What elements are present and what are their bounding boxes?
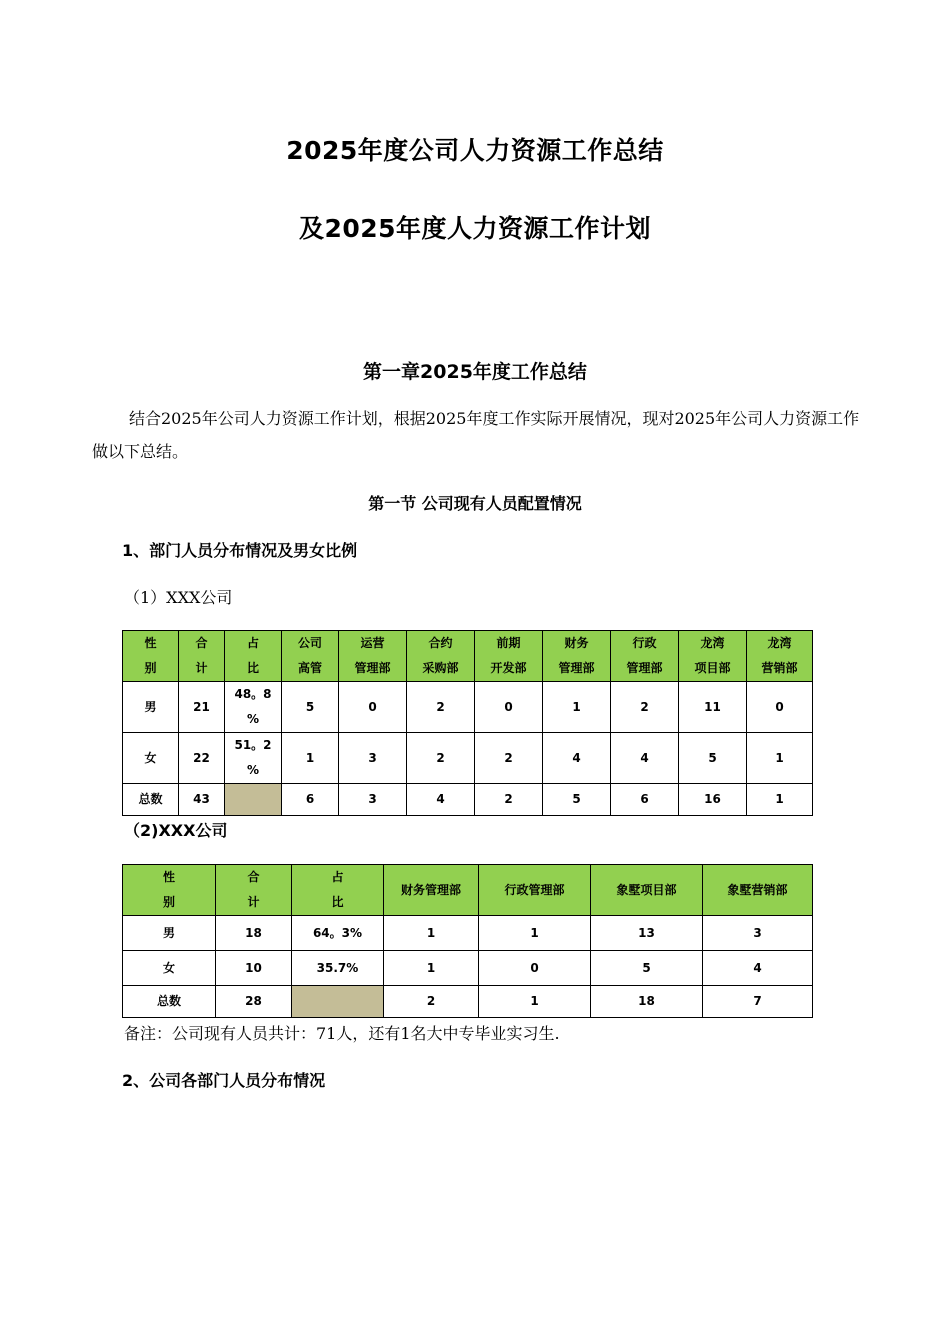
table-row [123,916,813,951]
subheading-company-2: （2)XXX公司 [124,821,228,840]
table-cell: 男 [123,916,216,951]
table-cell: 3 [703,916,813,951]
table-cell: 0 [475,682,543,733]
column-header: 性 别 [123,631,179,682]
table-row [123,682,813,733]
table-cell: 0 [339,682,407,733]
table-cell: 1 [479,916,591,951]
table-cell: 5 [679,733,747,784]
table-cell: 1 [543,682,611,733]
column-header: 龙湾 项目部 [679,631,747,682]
column-header: 行政 管理部 [611,631,679,682]
column-header: 占 比 [225,631,282,682]
table-cell: 64。3% [292,916,384,951]
table-cell: 0 [479,951,591,986]
table-cell: 男 [123,682,179,733]
table-cell: 6 [611,784,679,816]
table-cell: 1 [747,733,813,784]
column-header: 象墅营销部 [703,865,813,916]
table-cell: 2 [475,733,543,784]
table-cell: 5 [543,784,611,816]
table-cell: 4 [611,733,679,784]
table-cell: 3 [339,733,407,784]
table-cell: 18 [591,986,703,1018]
table-cell: 3 [339,784,407,816]
table-row [123,951,813,986]
company-2-staff-table [122,864,813,1018]
table-cell: 总数 [123,784,179,816]
table-row [123,986,813,1018]
table-cell: 18 [216,916,292,951]
table-header-row [123,631,813,682]
table-header-row [123,865,813,916]
company-1-staff-table [122,630,813,816]
table-row [123,733,813,784]
column-header: 占 比 [292,865,384,916]
section-title: 第一节 公司现有人员配置情况 [368,494,582,513]
table-cell: 1 [747,784,813,816]
column-header: 性 别 [123,865,216,916]
table-cell: 5 [591,951,703,986]
column-header: 象墅项目部 [591,865,703,916]
table-cell: 女 [123,733,179,784]
subheading-company-1: （1）XXX公司 [124,588,233,607]
table-cell: 2 [475,784,543,816]
staff-note: 备注：公司现有人员共计：71人，还有1名大中专毕业实习生. [124,1024,560,1043]
table-cell: 4 [407,784,475,816]
table-cell: 7 [703,986,813,1018]
heading-department-distribution: 1、部门人员分布情况及男女比例 [122,541,358,560]
table-cell: 女 [123,951,216,986]
column-header: 公司 高管 [282,631,339,682]
table-cell: 16 [679,784,747,816]
empty-shaded-cell [225,784,282,816]
column-header: 财务 管理部 [543,631,611,682]
table-cell: 13 [591,916,703,951]
column-header: 财务管理部 [384,865,479,916]
table-cell: 4 [543,733,611,784]
table-cell: 43 [179,784,225,816]
table-cell: 1 [282,733,339,784]
table-cell: 21 [179,682,225,733]
document-title-line-2: 及2025年度人力资源工作计划 [298,214,652,243]
column-header: 运营 管理部 [339,631,407,682]
column-header: 前期 开发部 [475,631,543,682]
table-cell: 22 [179,733,225,784]
table-cell: 总数 [123,986,216,1018]
table-cell: 11 [679,682,747,733]
column-header: 合 计 [179,631,225,682]
table-cell: 2 [407,682,475,733]
document-title-line-1: 2025年度公司人力资源工作总结 [286,136,664,165]
table-cell: 4 [703,951,813,986]
heading-department-staff: 2、公司各部门人员分布情况 [122,1071,326,1090]
table-cell: 2 [384,986,479,1018]
table-cell: 35.7% [292,951,384,986]
empty-shaded-cell [292,986,384,1018]
column-header: 行政管理部 [479,865,591,916]
intro-paragraph: 结合2025年公司人力资源工作计划，根据2025年度工作实际开展情况，现对2025年公司人力资源工作做以下总结。 [92,409,860,461]
column-header: 龙湾 营销部 [747,631,813,682]
table-cell: 2 [407,733,475,784]
table-cell: 0 [747,682,813,733]
table-cell: 10 [216,951,292,986]
table-cell: 48。8 % [225,682,282,733]
chapter-title: 第一章2025年度工作总结 [363,361,587,383]
table-cell: 2 [611,682,679,733]
table-cell: 5 [282,682,339,733]
table-cell: 1 [384,951,479,986]
table-cell: 28 [216,986,292,1018]
column-header: 合 计 [216,865,292,916]
table-row [123,784,813,816]
table-cell: 6 [282,784,339,816]
table-cell: 1 [384,916,479,951]
table-cell: 51。2 % [225,733,282,784]
table-cell: 1 [479,986,591,1018]
column-header: 合约 采购部 [407,631,475,682]
